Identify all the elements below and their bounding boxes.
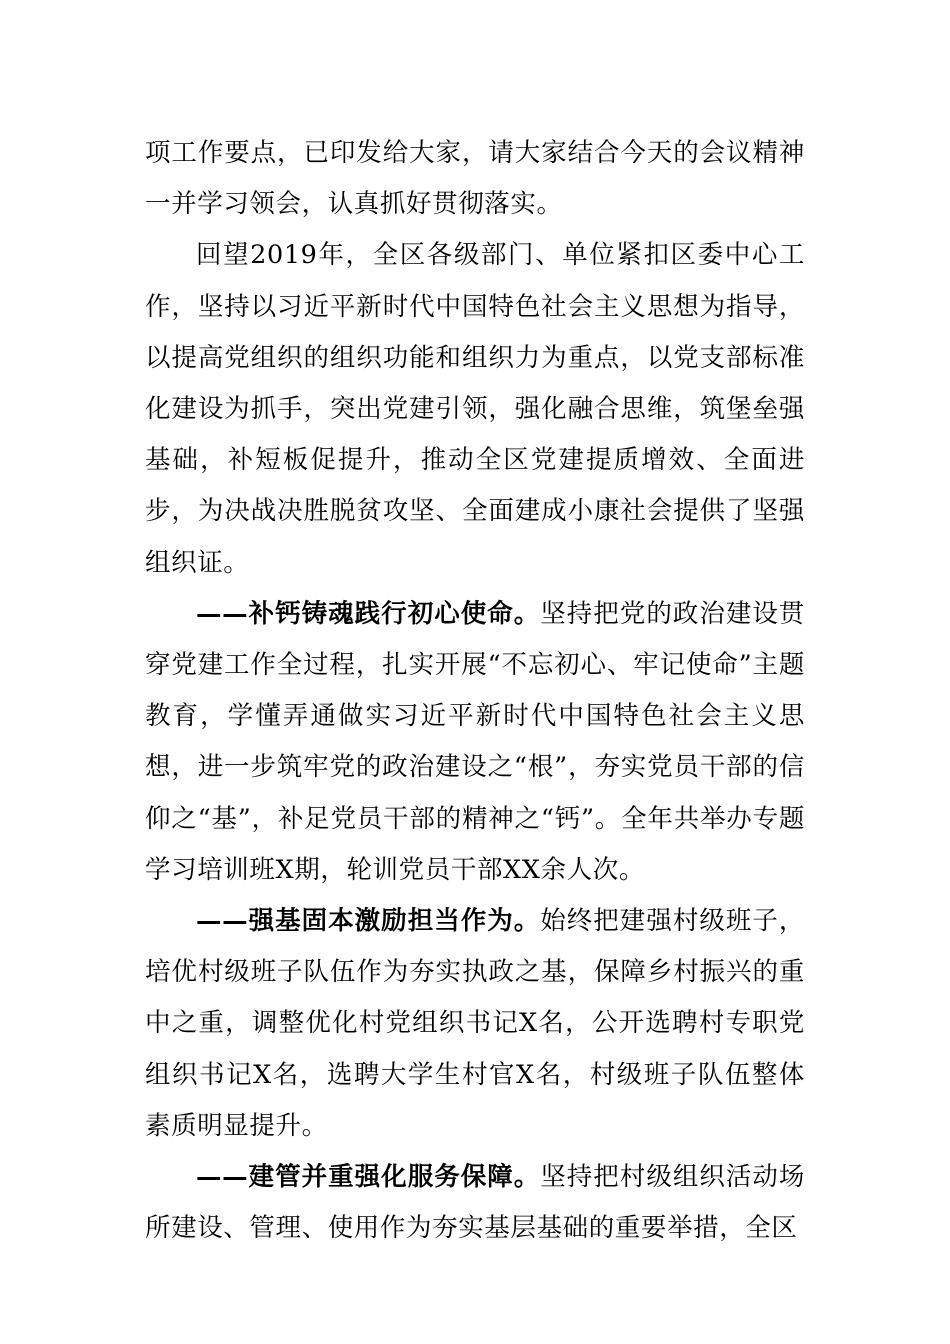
paragraph-heading: ——补钙铸魂践行初心使命。	[196, 598, 541, 629]
paragraph-service-guarantee	[145, 1152, 805, 1254]
paragraph-text: 回望2019年，全区各级部门、单位紧扣区委中心工作，坚持以习近平新时代中国特色社会主义思想为指导，以提高党组织的组织功能和组织力为重点，以党支部标准化建设为抓手，突出党建引领，强化融合思维，筑堡垒强基础，补短板促提升，推动全区党建提质增效、全面进步，为决战决胜脱贫攻坚、全面建成小康社会提供了坚强组织证。	[145, 240, 805, 578]
paragraph-strengthen-foundation	[145, 896, 805, 1152]
paragraph-review-2019	[145, 230, 805, 588]
paragraph-text: 始终把建强村级班子，培优村级班子队伍作为夯实执政之基，保障乡村振兴的重中之重，调整优化村党组织书记X名，公开选聘村专职党组织书记X名，选聘大学生村官X名，村级班子队伍整体素质明显提升。	[145, 906, 805, 1141]
paragraph-text: 坚持把村级组织活动场所建设、管理、使用作为夯实基层基础的重要举措，全区	[145, 1162, 805, 1244]
paragraph-heading: ——建管并重强化服务保障。	[196, 1162, 541, 1193]
paragraph-text: 项工作要点，已印发给大家，请大家结合今天的会议精神一并学习领会，认真抓好贯彻落实。	[145, 138, 805, 220]
paragraph-text: 坚持把党的政治建设贯穿党建工作全过程，扎实开展“不忘初心、牢记使命”主题教育，学懂弄通做实习近平新时代中国特色社会主义思想，进一步筑牢党的政治建设之“根”，夯实党员干部的信仰之“基”，补足党员干部的精神之“钙”。全年共举办专题学习培训班X期，轮训党员干部XX余人次。	[145, 598, 805, 885]
document-body	[145, 128, 805, 1254]
paragraph-continuation	[145, 128, 805, 230]
paragraph-initial-mission	[145, 589, 805, 896]
paragraph-heading: ——强基固本激励担当作为。	[196, 906, 541, 937]
